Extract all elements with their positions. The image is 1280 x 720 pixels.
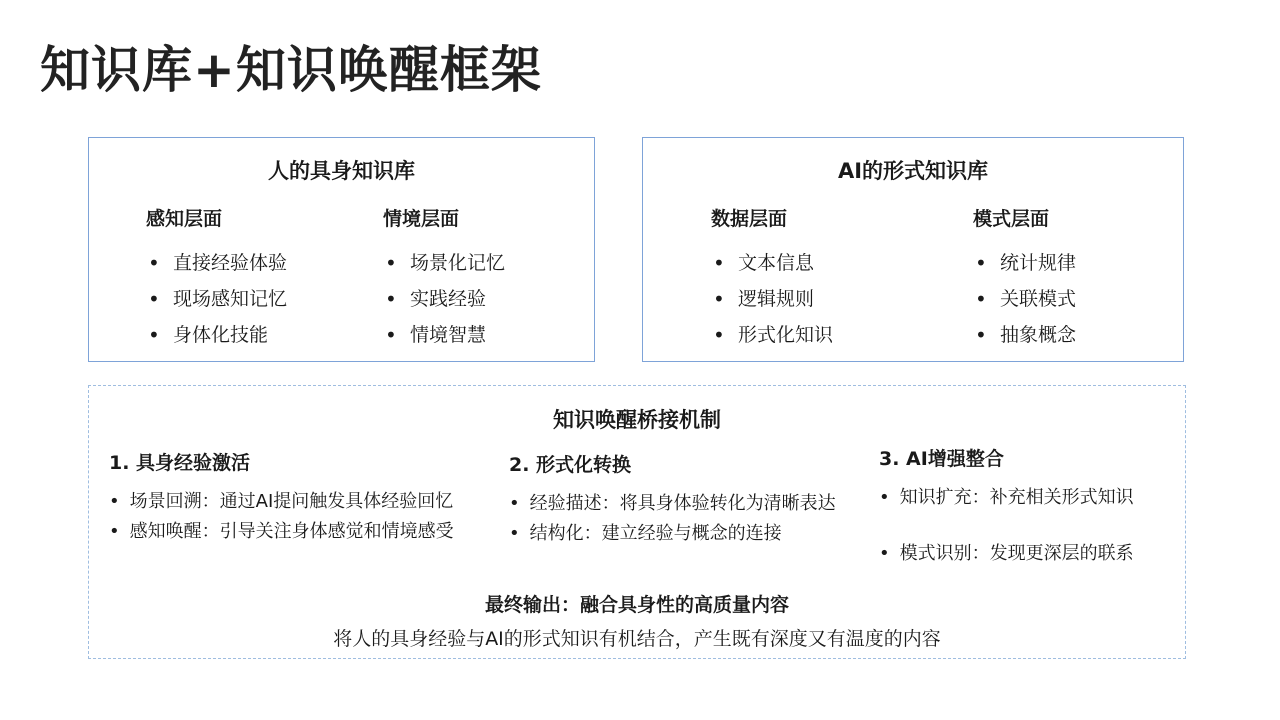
final-output-description: 将人的具身经验与AI的形式知识有机结合，产生既有深度又有温度的内容 — [333, 628, 941, 650]
section-ai-integration — [879, 444, 1184, 597]
list-item: • 关联模式 — [973, 281, 1076, 317]
bullet: • — [879, 543, 890, 564]
list-item: • 实践经验 — [383, 281, 505, 317]
bullet: • — [509, 493, 520, 514]
list-item: • 场景化记忆 — [383, 245, 505, 281]
pattern-heading: 模式层面 — [973, 208, 1050, 230]
bullet: • — [109, 491, 120, 512]
list-item: • 抽象概念 — [973, 317, 1076, 353]
list-item: • 现场感知记忆 — [146, 281, 287, 317]
perception-column — [146, 204, 287, 353]
context-column — [383, 204, 505, 353]
perception-heading: 感知层面 — [146, 208, 223, 230]
human-knowledge-title: 人的具身知识库 — [268, 159, 415, 183]
human-knowledge-box — [88, 137, 595, 362]
page-title: 知识库+知识唤醒框架 — [40, 41, 542, 99]
list-item: • 直接经验体验 — [146, 245, 287, 281]
bridge-title: 知识唤醒桥接机制 — [553, 408, 721, 432]
section-item: • 模式识别：发现更深层的联系 — [879, 543, 1134, 564]
section-item: • 结构化：建立经验与概念的连接 — [509, 523, 782, 544]
perception-list — [146, 245, 287, 353]
section-embodied-activation — [109, 448, 489, 549]
section-formal-conversion — [509, 450, 869, 551]
section-item: • 经验描述：将具身体验转化为清晰表达 — [509, 493, 836, 514]
context-heading: 情境层面 — [383, 208, 460, 230]
ai-knowledge-box — [642, 137, 1184, 362]
list-item: • 统计规律 — [973, 245, 1076, 281]
pattern-list — [973, 245, 1076, 353]
pattern-column — [973, 204, 1076, 353]
context-list — [383, 245, 505, 353]
data-list — [711, 245, 833, 353]
bullet: • — [109, 521, 120, 542]
section-heading: 1. 具身经验激活 — [109, 452, 251, 474]
section-heading: 3. AI增强整合 — [879, 448, 1004, 470]
data-column — [711, 204, 833, 353]
bullet: • — [509, 523, 520, 544]
section-heading: 2. 形式化转换 — [509, 454, 632, 476]
ai-knowledge-title: AI的形式知识库 — [837, 159, 989, 183]
list-item: • 形式化知识 — [711, 317, 833, 353]
list-item: • 情境智慧 — [383, 317, 505, 353]
section-item: • 感知唤醒：引导关注身体感觉和情境感受 — [109, 521, 454, 542]
final-output-heading: 最终输出：融合具身性的高质量内容 — [484, 594, 789, 616]
list-item: • 逻辑规则 — [711, 281, 833, 317]
list-item: • 身体化技能 — [146, 317, 287, 353]
bridge-mechanism-box — [88, 385, 1186, 659]
bullet: • — [879, 487, 890, 508]
list-item: • 文本信息 — [711, 245, 833, 281]
data-heading: 数据层面 — [711, 208, 788, 230]
section-item: • 知识扩充：补充相关形式知识 — [879, 487, 1134, 508]
section-item: • 场景回溯：通过AI提问触发具体经验回忆 — [109, 491, 454, 512]
